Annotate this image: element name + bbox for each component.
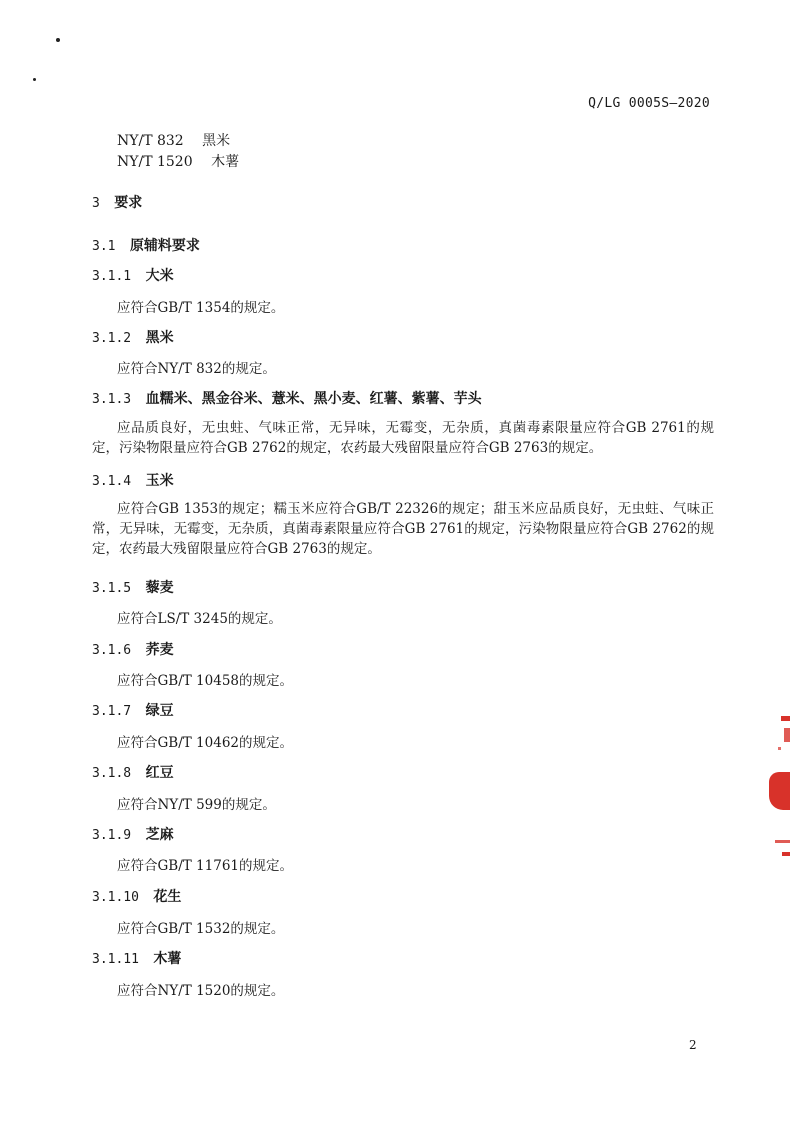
page-number: 2 (689, 1038, 697, 1052)
clause-title: 红豆 (145, 765, 174, 781)
clause-heading (92, 886, 181, 906)
clause-heading (92, 762, 174, 782)
clause-heading (92, 327, 174, 347)
clause-title: 芝麻 (145, 827, 174, 843)
clause-text: 应符合GB/T 1532的规定。 (117, 921, 285, 937)
clause-heading (92, 388, 482, 408)
clause-text: 应符合NY/T 832的规定。 (117, 361, 276, 377)
clause-heading (92, 948, 181, 968)
section-title: 要求 (114, 195, 143, 211)
clause-heading (92, 470, 174, 490)
clause-heading (92, 265, 174, 285)
subsection-number: 3.1 (92, 239, 116, 254)
clause-title: 绿豆 (145, 703, 174, 719)
section-number: 3 (92, 196, 100, 211)
normative-reference (117, 151, 239, 171)
clause-text: 应符合GB/T 10458的规定。 (117, 673, 293, 689)
clause-text: 应符合GB/T 1354的规定。 (117, 300, 285, 316)
clause-heading (92, 577, 174, 597)
subsection-title: 原辅料要求 (129, 238, 200, 254)
scan-speck (33, 78, 36, 81)
clause-number: 3.1.10 (92, 890, 139, 905)
clause-title: 大米 (145, 268, 174, 284)
clause-number: 3.1.6 (92, 643, 132, 658)
reference-code: NY/T 832 (117, 133, 184, 149)
section-heading (92, 192, 142, 212)
clause-text: 应符合GB/T 11761的规定。 (117, 858, 293, 874)
clause-paragraph: 应品质良好，无虫蛀、气味正常，无异味，无霉变，无杂质，真菌毒素限量应符合GB 2761的规定，污染物限量应符合GB 2762的规定，农药最大残留限量应符合GB 2763的规定。 (92, 420, 714, 456)
clause-text: 应符合LS/T 3245的规定。 (117, 611, 282, 627)
subsection-heading (92, 235, 200, 255)
clause-title: 木薯 (153, 951, 182, 967)
clause-title: 荞麦 (145, 642, 174, 658)
reference-name: 黑米 (202, 133, 231, 149)
clause-text: 应符合NY/T 599的规定。 (117, 797, 276, 813)
clause-heading (92, 639, 174, 659)
clause-heading (92, 824, 174, 844)
clause-number: 3.1.8 (92, 766, 132, 781)
clause-title: 玉米 (145, 473, 174, 489)
standard-code: Q/LG 0005S—2020 (588, 96, 710, 111)
normative-reference (117, 130, 230, 150)
clause-title: 藜麦 (145, 580, 174, 596)
clause-number: 3.1.1 (92, 269, 132, 284)
clause-heading (92, 700, 174, 720)
reference-name: 木薯 (211, 154, 240, 170)
clause-number: 3.1.4 (92, 474, 132, 489)
clause-title: 黑米 (145, 330, 174, 346)
clause-number: 3.1.9 (92, 828, 132, 843)
clause-text: 应符合GB/T 10462的规定。 (117, 735, 293, 751)
clause-title: 花生 (153, 889, 182, 905)
clause-number: 3.1.7 (92, 704, 132, 719)
clause-paragraph: 应符合GB 1353的规定；糯玉米应符合GB/T 22326的规定；甜玉米应品质良好，无虫蛀、气味正常，无异味，无霉变，无杂质，真菌毒素限量应符合GB 2761的规定，污染物限量应符合GB 2762的规定，农药最大残留限量应符合GB 2763的规定。 (92, 501, 714, 557)
clause-number: 3.1.5 (92, 581, 132, 596)
reference-code: NY/T 1520 (117, 154, 193, 170)
scan-speck (56, 38, 60, 42)
clause-number: 3.1.3 (92, 392, 132, 407)
clause-text: 应符合NY/T 1520的规定。 (117, 983, 285, 999)
clause-title: 血糯米、黑金谷米、薏米、黑小麦、红薯、紫薯、芋头 (145, 391, 482, 407)
clause-number: 3.1.2 (92, 331, 132, 346)
clause-number: 3.1.11 (92, 952, 139, 967)
